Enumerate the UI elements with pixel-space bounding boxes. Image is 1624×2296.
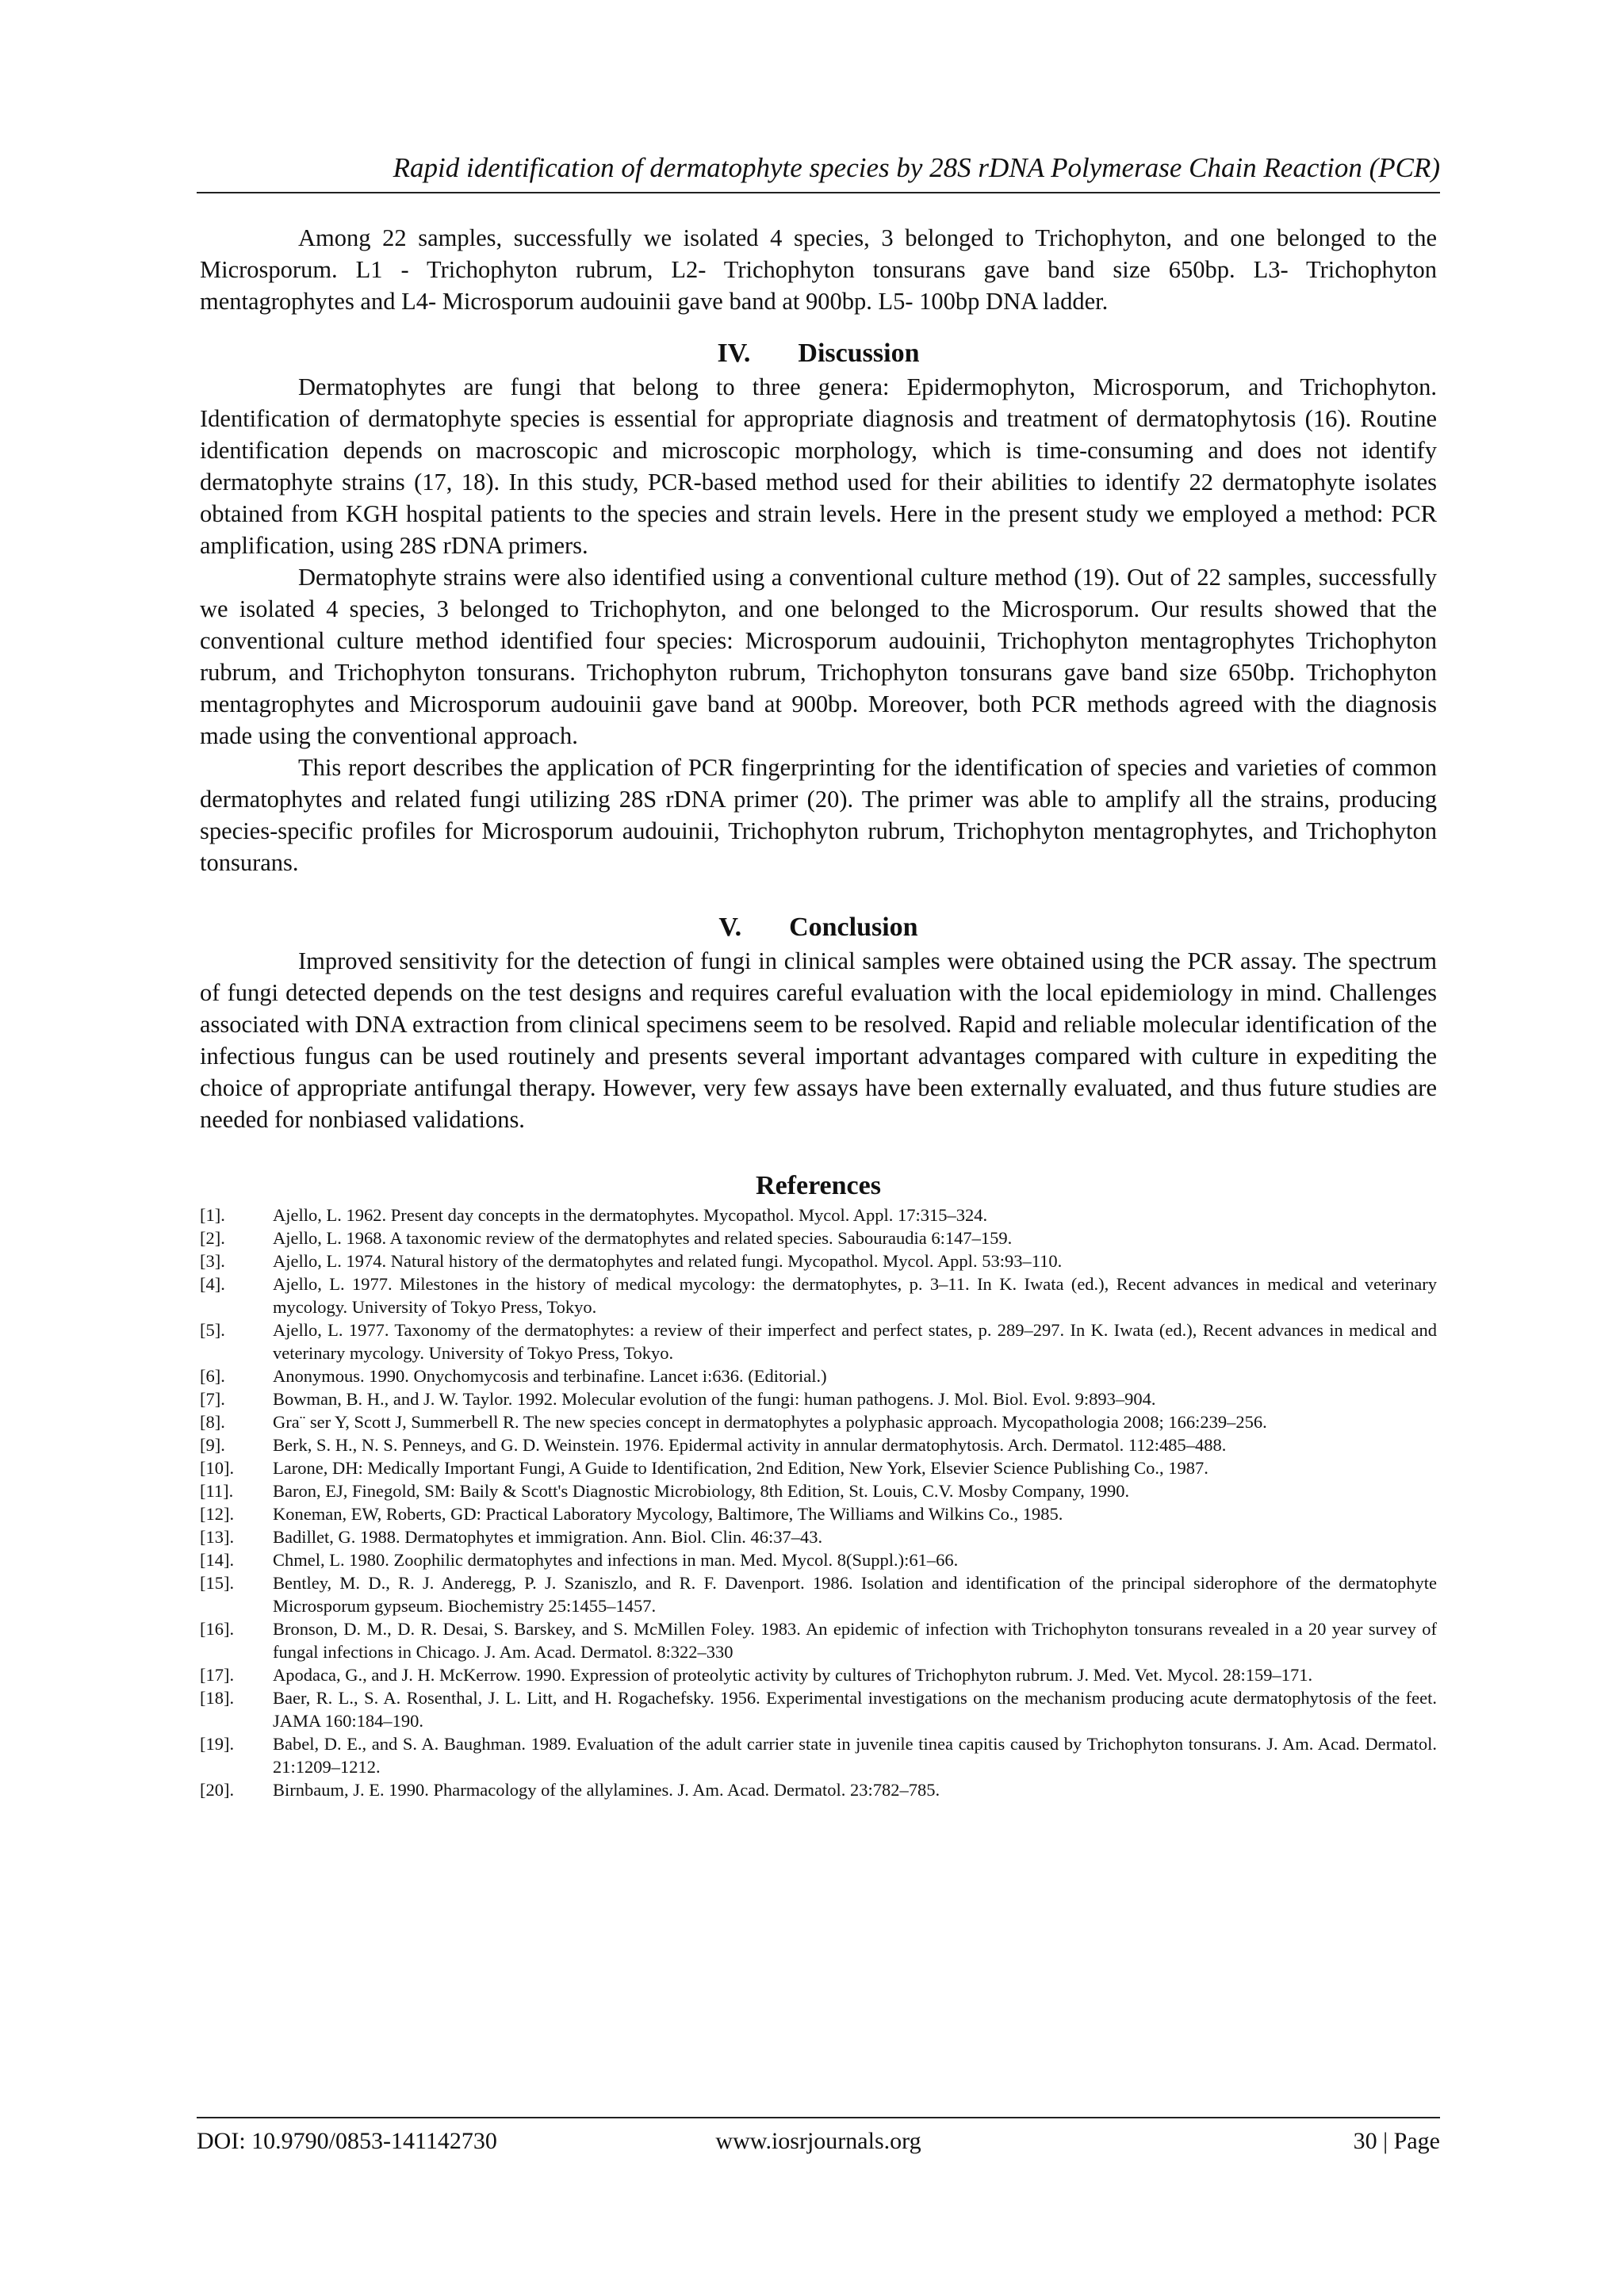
reference-item bbox=[200, 1778, 1437, 1801]
reference-text: Baron, EJ, Finegold, SM: Baily & Scott's Diagnostic Microbiology, 8th Edition, St. Louis, C.V. Mosby Company, 1990. bbox=[273, 1481, 1130, 1501]
reference-text: Bowman, B. H., and J. W. Taylor. 1992. Molecular evolution of the fungi: human pathogens. J. Mol. Biol. Evol. 9:893–904. bbox=[273, 1389, 1156, 1409]
reference-item bbox=[200, 1479, 1437, 1502]
reference-item bbox=[200, 1410, 1437, 1433]
reference-item bbox=[200, 1525, 1437, 1548]
reference-number: [12]. bbox=[200, 1504, 235, 1524]
discussion-paragraph: Dermatophytes are fungi that belong to three genera: Epidermophyton, Microsporum, and Trichophyton. Identification of dermatophyte species is essential for appropriate diagnosis and treatment of dermatophytosis (16). Routine identification depends on macroscopic and microscopic morphology, which is time-consuming and does not identify dermatophyte strains (17, 18). In this study, PCR-based method used for their abilities to identify 22 dermatophyte isolates obtained from KGH hospital patients to the species and strain levels. Here in the present study we employed a method: PCR amplification, using 28S rDNA primers. bbox=[200, 373, 1437, 559]
reference-number: [2]. bbox=[200, 1228, 225, 1248]
reference-number: [18]. bbox=[200, 1688, 235, 1708]
reference-item bbox=[200, 1571, 1437, 1617]
footer-website-link[interactable]: www.iosrjournals.org bbox=[715, 2128, 921, 2154]
reference-text: Berk, S. H., N. S. Penneys, and G. D. Weinstein. 1976. Epidermal activity in annular dermatophytosis. Arch. Dermatol. 112:485–488. bbox=[273, 1435, 1227, 1455]
reference-item bbox=[200, 1502, 1437, 1525]
reference-item bbox=[200, 1456, 1437, 1479]
reference-text: Larone, DH: Medically Important Fungi, A Guide to Identification, 2nd Edition, New York, Elsevier Science Publishing Co., 1987. bbox=[273, 1458, 1208, 1478]
conclusion-heading bbox=[200, 910, 1437, 945]
reference-item bbox=[200, 1249, 1437, 1272]
reference-number: [9]. bbox=[200, 1435, 225, 1455]
reference-text: Apodaca, G., and J. H. McKerrow. 1990. Expression of proteolytic activity by cultures of Trichophyton rubrum. J. Med. Vet. Mycol. 28:159–171. bbox=[273, 1665, 1313, 1685]
reference-text: Babel, D. E., and S. A. Baughman. 1989. Evaluation of the adult carrier state in juvenile tinea capitis caused by Trichophyton tonsurans. J. Am. Acad. Dermatol. 21:1209–1212. bbox=[273, 1734, 1437, 1777]
reference-text: Badillet, G. 1988. Dermatophytes et immigration. Ann. Biol. Clin. 46:37–43. bbox=[273, 1527, 823, 1547]
reference-number: [16]. bbox=[200, 1619, 235, 1639]
reference-text: Bronson, D. M., D. R. Desai, S. Barskey, and S. McMillen Foley. 1983. An epidemic of infection with Trichophyton tonsurans revealed in a 20 year survey of fungal infections in Chicago. J. Am. Acad. Dermatol. 8:322–330 bbox=[273, 1619, 1437, 1662]
reference-item bbox=[200, 1226, 1437, 1249]
reference-number: [14]. bbox=[200, 1550, 235, 1570]
reference-number: [19]. bbox=[200, 1734, 235, 1754]
reference-item bbox=[200, 1364, 1437, 1387]
reference-item bbox=[200, 1732, 1437, 1778]
reference-number: [1]. bbox=[200, 1205, 225, 1225]
reference-item bbox=[200, 1318, 1437, 1364]
reference-text: Ajello, L. 1962. Present day concepts in the dermatophytes. Mycopathol. Mycol. Appl. 17:315–324. bbox=[273, 1205, 988, 1225]
reference-item bbox=[200, 1433, 1437, 1456]
reference-number: [20]. bbox=[200, 1780, 235, 1800]
reference-item bbox=[200, 1203, 1437, 1226]
discussion-paragraph: Dermatophyte strains were also identified using a conventional culture method (19). Out of 22 samples, successfully we isolated 4 species, 3 belonged to Trichophyton, and one belonged to the Microsporum. Our results showed that the conventional culture method identified four species: Microsporum audouinii, Trichophyton mentagrophytes Trichophyton rubrum, and Trichophyton tonsurans. Trichophyton rubrum, Trichophyton tonsurans gave band size 650bp. Trichophyton mentagrophytes and Microsporum audouinii gave band at 900bp. Moreover, both PCR methods agreed with the diagnosis made using the conventional approach. bbox=[200, 564, 1437, 749]
reference-text: Gra¨ ser Y, Scott J, Summerbell R. The new species concept in dermatophytes a polyphasic approach. Mycopathologia 2008; 166:239–256. bbox=[273, 1412, 1267, 1432]
running-title: Rapid identification of dermatophyte species by 28S rDNA Polymerase Chain Reaction (PCR) bbox=[393, 152, 1440, 183]
reference-number: [15]. bbox=[200, 1573, 235, 1593]
reference-text: Ajello, L. 1968. A taxonomic review of the dermatophytes and related species. Sabouraudia 6:147–159. bbox=[273, 1228, 1013, 1248]
reference-number: [3]. bbox=[200, 1251, 225, 1271]
references-heading: References bbox=[756, 1171, 881, 1200]
reference-number: [13]. bbox=[200, 1527, 235, 1547]
footer-doi: DOI: 10.9790/0853-141142730 bbox=[197, 2128, 497, 2154]
reference-text: Bentley, M. D., R. J. Anderegg, P. J. Szaniszlo, and R. F. Davenport. 1986. Isolation and identification of the principal siderophore of the dermatophyte Microsporum gypseum. Biochemistry 25:1455–1457. bbox=[273, 1573, 1437, 1616]
reference-item bbox=[200, 1548, 1437, 1571]
running-header bbox=[197, 151, 1440, 193]
reference-text: Ajello, L. 1974. Natural history of the dermatophytes and related fungi. Mycopathol. Mycol. Appl. 53:93–110. bbox=[273, 1251, 1063, 1271]
reference-number: [6]. bbox=[200, 1366, 225, 1386]
conclusion-paragraph: Improved sensitivity for the detection of fungi in clinical samples were obtained using the PCR assay. The spectrum of fungi detected depends on the test designs and requires careful evaluation with the local epidemiology in mind. Challenges associated with DNA extraction from clinical specimens seem to be resolved. Rapid and reliable molecular identification of the infectious fungus can be used routinely and presents several important advantages compared with culture in expediting the choice of appropriate antifungal therapy. However, very few assays have been externally evaluated, and thus future studies are needed for nonbiased validations. bbox=[200, 947, 1437, 1133]
reference-text: Anonymous. 1990. Onychomycosis and terbinafine. Lancet i:636. (Editorial.) bbox=[273, 1366, 827, 1386]
reference-item bbox=[200, 1617, 1437, 1663]
reference-text: Birnbaum, J. E. 1990. Pharmacology of the allylamines. J. Am. Acad. Dermatol. 23:782–785. bbox=[273, 1780, 940, 1800]
discussion-paragraph: This report describes the application of PCR fingerprinting for the identification of species and varieties of common dermatophytes and related fungi utilizing 28S rDNA primer (20). The primer was able to amplify all the strains, producing species-specific profiles for Microsporum audouinii, Trichophyton rubrum, Trichophyton mentagrophytes, and Trichophyton tonsurans. bbox=[200, 754, 1437, 876]
reference-number: [5]. bbox=[200, 1320, 225, 1340]
reference-number: [8]. bbox=[200, 1412, 225, 1432]
reference-text: Chmel, L. 1980. Zoophilic dermatophytes and infections in man. Med. Mycol. 8(Suppl.):61–66. bbox=[273, 1550, 959, 1570]
reference-list bbox=[200, 1203, 1437, 1801]
reference-text: Ajello, L. 1977. Milestones in the history of medical mycology: the dermatophytes, p. 3–11. In K. Iwata (ed.), Recent advances in medical and veterinary mycology. University of Tokyo Press, Tokyo. bbox=[273, 1274, 1437, 1317]
reference-number: [17]. bbox=[200, 1665, 235, 1685]
article-body bbox=[200, 222, 1437, 1801]
reference-text: Koneman, EW, Roberts, GD: Practical Laboratory Mycology, Baltimore, The Williams and Wilkins Co., 1985. bbox=[273, 1504, 1063, 1524]
conclusion-section-title: Conclusion bbox=[789, 913, 918, 942]
discussion-section-number: IV. bbox=[717, 339, 751, 368]
discussion-heading bbox=[200, 336, 1437, 371]
reference-number: [7]. bbox=[200, 1389, 225, 1409]
reference-item bbox=[200, 1387, 1437, 1410]
discussion-section-title: Discussion bbox=[798, 339, 920, 368]
reference-item bbox=[200, 1272, 1437, 1318]
intro-paragraph: Among 22 samples, successfully we isolated 4 species, 3 belonged to Trichophyton, and one belonged to the Microsporum. L1 - Trichophyton rubrum, L2- Trichophyton tonsurans gave band size 650bp. L3- Trichophyton mentagrophytes and L4- Microsporum audouinii gave band at 900bp. L5- 100bp DNA ladder. bbox=[200, 224, 1437, 315]
reference-number: [4]. bbox=[200, 1274, 225, 1294]
footer-page-number: 30 | Page bbox=[1353, 2128, 1440, 2154]
reference-number: [10]. bbox=[200, 1458, 235, 1478]
reference-item bbox=[200, 1686, 1437, 1732]
reference-text: Ajello, L. 1977. Taxonomy of the dermatophytes: a review of their imperfect and perfect states, p. 289–297. In K. Iwata (ed.), Recent advances in medical and veterinary mycology. University of Tokyo Press, Tokyo. bbox=[273, 1320, 1437, 1363]
reference-item bbox=[200, 1663, 1437, 1686]
page-footer bbox=[197, 2117, 1440, 2156]
reference-text: Baer, R. L., S. A. Rosenthal, J. L. Litt, and H. Rogachefsky. 1956. Experimental investigations on the mechanism producing acute dermatophytosis of the feet. JAMA 160:184–190. bbox=[273, 1688, 1437, 1731]
conclusion-section-number: V. bbox=[718, 913, 742, 942]
reference-number: [11]. bbox=[200, 1481, 234, 1501]
